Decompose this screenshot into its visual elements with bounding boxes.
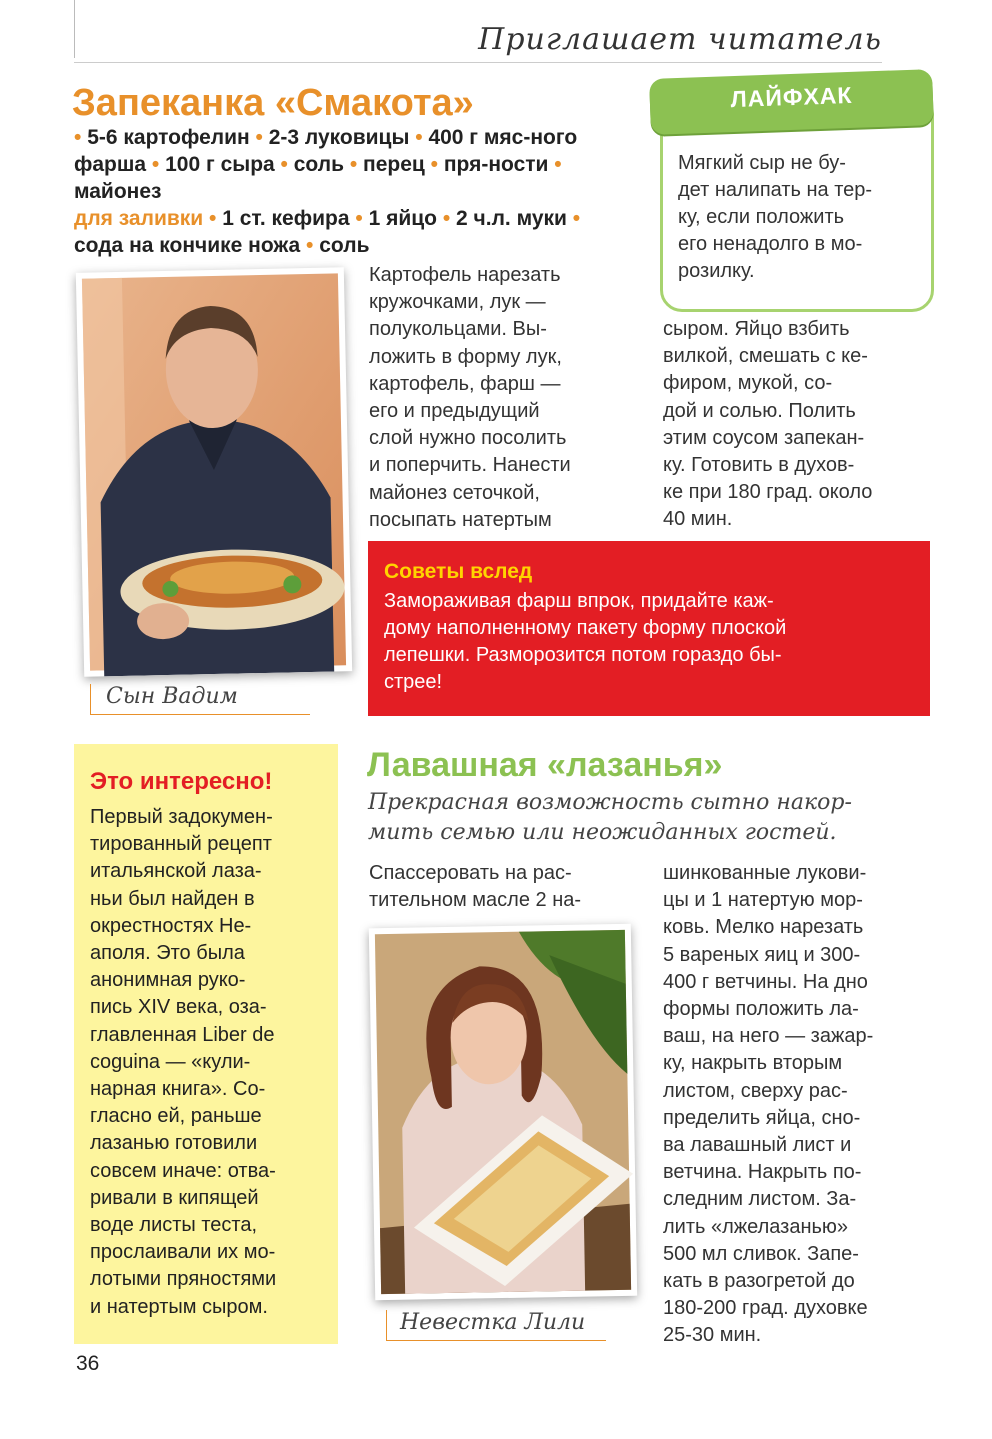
ingredient: 2 ч.л. муки: [456, 207, 567, 230]
lifehack-text: Мягкий сыр не бу- дет налипать на тер- ку, если положить его ненадолго в мо- розилку.: [678, 152, 873, 282]
header-divider-vertical: [74, 0, 75, 58]
header-divider: [74, 62, 882, 63]
recipe1-title: Запеканка «Смакота»: [72, 82, 474, 124]
recipe2-subtitle: Прекрасная возможность сытно накор- мить семью или неожиданных гостей.: [368, 790, 852, 845]
recipe2-title: Лавашная «лазанья»: [367, 746, 723, 784]
ingredient: сода на кончике ножа: [74, 234, 301, 257]
ingredient: 400 г мяс-ного фарша: [74, 126, 578, 176]
photo-caption-lili: Невестка Лили: [400, 1310, 586, 1335]
photo-lili: [369, 924, 637, 1301]
section-title: Приглашает читатель: [478, 22, 882, 57]
tips-title: Советы вслед: [384, 560, 533, 583]
page-number: 36: [76, 1352, 100, 1375]
lifehack-label: ЛАЙФХАК: [730, 81, 853, 113]
ingredient: 1 ст. кефира: [222, 207, 350, 230]
caption-underline: [386, 1340, 606, 1341]
photo-vadim-image: [76, 267, 352, 677]
photo-caption-vadim: Сын Вадим: [106, 684, 238, 709]
tips-text: Замораживая фарш впрок, придайте каж- дому наполненному пакету форму плоской лепешки. Разморозится потом гораздо бы- стрее!: [384, 590, 787, 693]
ingredient: 2-3 луковицы: [268, 126, 410, 149]
ingredient: 1 яйцо: [368, 207, 437, 230]
recipe2-text-col1: Спассеровать на рас- тительном масле 2 на-: [369, 862, 582, 912]
ingredient: пря-ности: [443, 153, 549, 176]
photo-lili-image: [369, 924, 637, 1301]
filling-label: для заливки: [74, 207, 204, 230]
ingredient: майонез: [74, 180, 162, 203]
caption-side-line: [386, 1310, 387, 1340]
interesting-title: Это интересно!: [90, 768, 273, 795]
caption-underline: [90, 714, 310, 715]
recipe1-text-col2: сыром. Яйцо взбить вилкой, смешать с ке- фиром, мукой, со- дой и солью. Полить этим соусом запекан- ку. Готовить в духов- ке при 180 град. около 40 мин.: [663, 318, 873, 531]
interesting-text: Первый задокумен- тированный рецепт итальянской лаза- ньи был найден в окрестностях Не- аполя. Это была анонимная руко- пись XIV века, оза- главленная Liber de coguina — «кули- нарная книга». Со- гласно ей, раньше лазанью готовили совсем иначе: отва- ривали в кипящей воде листы теста, прослаивали их мо- лотыми пряностями и натертым сыром.: [90, 806, 277, 1318]
recipe1-text-col1: Картофель нарезать кружочками, лук — полукольцами. Вы- ложить в форму лук, картофель, фарш — его и предыдущий слой нужно посолить и поперчить. Нанести майонез сеточкой, посыпать натертым: [369, 264, 571, 531]
ingredient: 5-6 картофелин: [87, 126, 250, 149]
ingredient: перец: [363, 153, 425, 176]
ingredient: 100 г сыра: [165, 153, 275, 176]
recipe2-text-col2: шинкованные лукови- цы и 1 натертую мор- ковь. Мелко нарезать 5 вареных яиц и 300- 400 г ветчины. На дно формы положить ла- ваш, на него — зажар- ку, накрыть вторым листом, сверху рас- пределить яйца, сно- ва лавашный лист и ветчина. Накрыть по- следним листом. За- лить «лжелазанью» 500 мл сливок. Запе- кать в разогретой до 180-200 град. духовке 25-30 мин.: [663, 862, 874, 1347]
photo-vadim: [76, 267, 352, 677]
ingredient: соль: [319, 234, 370, 257]
caption-side-line: [90, 684, 91, 714]
recipe1-ingredients: • 5-6 картофелин • 2-3 луковицы • 400 г мяс-ного фарша • 100 г сыра • соль • перец • пря-ности • майонез для заливки • 1 ст. кефира • 1 яйцо • 2 ч.л. муки • сода на кончике ножа • соль: [74, 126, 581, 257]
ingredient: соль: [293, 153, 344, 176]
